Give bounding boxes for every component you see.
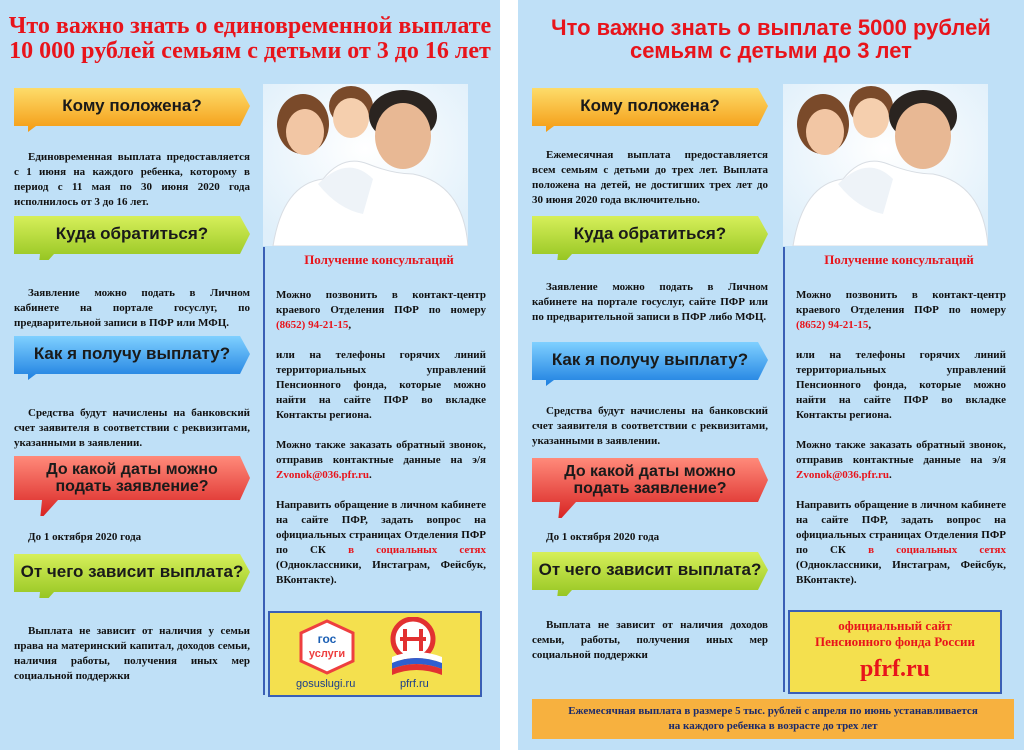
gosuslugi-logo-line-1: гос	[317, 632, 337, 646]
site-line-2: Пенсионного фонда России	[815, 634, 975, 649]
social-networks-link[interactable]: в социальных сетях	[348, 544, 486, 556]
appeal-text: Направить обращение в личном кабинете на сайте ПФР, задать вопрос на официальных страницах Отделения ПФР по СК	[796, 499, 1006, 556]
title-line-2: 10 000 рублей семьям с детьми от 3 до 16 лет	[9, 38, 491, 65]
banner-line-2: подать заявление?	[573, 480, 727, 497]
banner-label: Кому положена?	[580, 96, 720, 116]
gosuslugi-logo-icon[interactable]	[298, 619, 356, 675]
consultations-title: Получение консультаций	[824, 252, 974, 267]
title-line-1: Что важно знать о единовременной выплате	[8, 13, 492, 39]
bottom-note-line-2: на каждого ребенка в возрасте до трех лет	[668, 720, 878, 732]
site-line-1: официальный сайт	[838, 618, 952, 633]
official-site-label	[790, 618, 1000, 650]
banner-label: Куда обратиться?	[55, 224, 209, 244]
family-photo	[783, 84, 988, 246]
appeal-text: Направить обращение в личном кабинете на сайте ПФР, задать вопрос на официальных страницах Отделения ПФР по СК	[276, 499, 486, 556]
social-networks-link[interactable]: в социальных сетях	[868, 544, 1006, 556]
banner-label: Как я получу выплату?	[33, 344, 231, 364]
title-line-2: семьям с детьми до 3 лет	[630, 38, 912, 64]
contact-center-text: Можно позвонить в контакт-центр краевого Отделения ПФР по номеру	[796, 289, 1006, 316]
consultations-text	[796, 288, 1006, 603]
banner-label: Кому положена?	[62, 96, 202, 116]
banner-depends-on	[532, 550, 768, 596]
phone-number[interactable]: (8652) 94-21-15	[796, 319, 869, 331]
email-link[interactable]: Zvonok@036.pfr.ru	[276, 469, 369, 481]
poster-lump-sum	[0, 0, 500, 750]
banner-who-eligible	[14, 86, 250, 132]
social-list-text: (Одноклассники, Инстаграм, Фейсбук, ВКонтакте).	[796, 559, 1006, 586]
banner-who-eligible	[532, 86, 768, 132]
callback-text: Можно также заказать обратный звонок, отправив контактные данные на э/я	[796, 439, 1006, 466]
bottom-note-banner	[532, 699, 1014, 739]
how-receive-text: Средства будут начислены на банковский счет заявителя в соответствии с реквизитами, указанными в заявлении.	[14, 407, 250, 449]
banner-label: От чего зависит выплата?	[20, 562, 244, 582]
contact-center-text: Можно позвонить в контакт-центр краевого Отделения ПФР по номеру	[276, 289, 486, 316]
depends-on-text: Выплата не зависит от наличия доходов семьи, работы, получения иных мер социальной поддержки	[532, 619, 768, 661]
logos-box	[268, 611, 482, 697]
how-receive-text: Средства будут начислены на банковский счет заявителя в соответствии с реквизитами, указанными в заявлении.	[532, 405, 768, 447]
pfr-caption[interactable]: pfrf.ru	[400, 678, 429, 690]
banner-label: Как я получу выплату?	[551, 350, 749, 370]
banner-line-1: До какой даты можно	[564, 463, 736, 481]
depends-on-text: Выплата не зависит от наличия у семьи права на материнский капитал, доходов семьи, наличия работы, получения иных мер социальной поддержки	[14, 625, 250, 682]
banner-how-receive	[532, 340, 768, 386]
callback-text: Можно также заказать обратный звонок, отправив контактные данные на э/я	[276, 439, 486, 466]
punct: ,	[348, 319, 352, 331]
banner-line-2: подать заявление?	[55, 478, 209, 495]
official-site-box	[788, 610, 1002, 694]
banner-label	[14, 454, 250, 504]
punct: .	[888, 469, 892, 481]
deadline-text: До 1 октября 2020 года	[546, 531, 660, 543]
hotlines-text: или на телефоны горячих линий территориальных управлений Пенсионного фонда, которые можно найти на сайте ПФР во вкладке Контакты региона.	[796, 349, 1006, 421]
family-photo	[263, 84, 468, 246]
punct: .	[368, 469, 372, 481]
gosuslugi-caption[interactable]: gosuslugi.ru	[296, 678, 356, 690]
email-link[interactable]: Zvonok@036.pfr.ru	[796, 469, 889, 481]
who-eligible-text: Единовременная выплата предоставляется с 1 июня на каждого ребенка, которому в период с 11 мая по 30 июня 2020 года исполнилось от 3 до 16 лет.	[14, 151, 250, 208]
consultations-text	[276, 288, 486, 603]
where-apply-text: Заявление можно подать в Личном кабинете на портале госуслуг, сайте ПФР или по предварительной записи в ПФР либо МФЦ.	[532, 281, 768, 323]
divider-line	[263, 247, 265, 695]
banner-label: От чего зависит выплата?	[538, 560, 762, 580]
pfr-logo-icon[interactable]	[388, 617, 446, 675]
banner-how-receive	[14, 334, 250, 380]
banner-deadline	[14, 454, 250, 516]
who-eligible-text: Ежемесячная выплата предоставляется всем семьям с детьми до трех лет. Выплата положена на детей, не достигших трех лет до 30 июня 2020 года включительно.	[532, 149, 768, 206]
pfr-site-link[interactable]: pfrf.ru	[860, 656, 930, 682]
punct: ,	[868, 319, 872, 331]
banner-label: Куда обратиться?	[573, 224, 727, 244]
banner-where-apply	[532, 214, 768, 260]
poster-title	[0, 14, 500, 64]
banner-where-apply	[14, 214, 250, 260]
social-list-text: (Одноклассники, Инстаграм, Фейсбук, ВКонтакте).	[276, 559, 486, 586]
hotlines-text: или на телефоны горячих линий территориальных управлений Пенсионного фонда, которые можно найти на сайте ПФР во вкладке Контакты региона.	[276, 349, 486, 421]
divider-line	[783, 247, 785, 692]
consultations-title: Получение консультаций	[304, 252, 454, 267]
where-apply-text: Заявление можно подать в Личном кабинете на портале госуслуг, по предварительной записи в ПФР или МФЦ.	[14, 287, 250, 329]
poster-monthly-payment	[518, 0, 1024, 750]
banner-depends-on	[14, 552, 250, 598]
poster-title	[518, 16, 1024, 62]
gosuslugi-logo-line-2: услуги	[308, 648, 346, 660]
banner-line-1: До какой даты можно	[46, 461, 218, 479]
phone-number[interactable]: (8652) 94-21-15	[276, 319, 349, 331]
banner-deadline	[532, 456, 768, 518]
deadline-text: До 1 октября 2020 года	[28, 531, 142, 543]
title-line-1: Что важно знать о выплате 5000 рублей	[551, 15, 991, 40]
banner-label	[532, 456, 768, 506]
bottom-note-line-1: Ежемесячная выплата в размере 5 тыс. рублей с апреля по июнь устанавливается	[568, 705, 978, 717]
